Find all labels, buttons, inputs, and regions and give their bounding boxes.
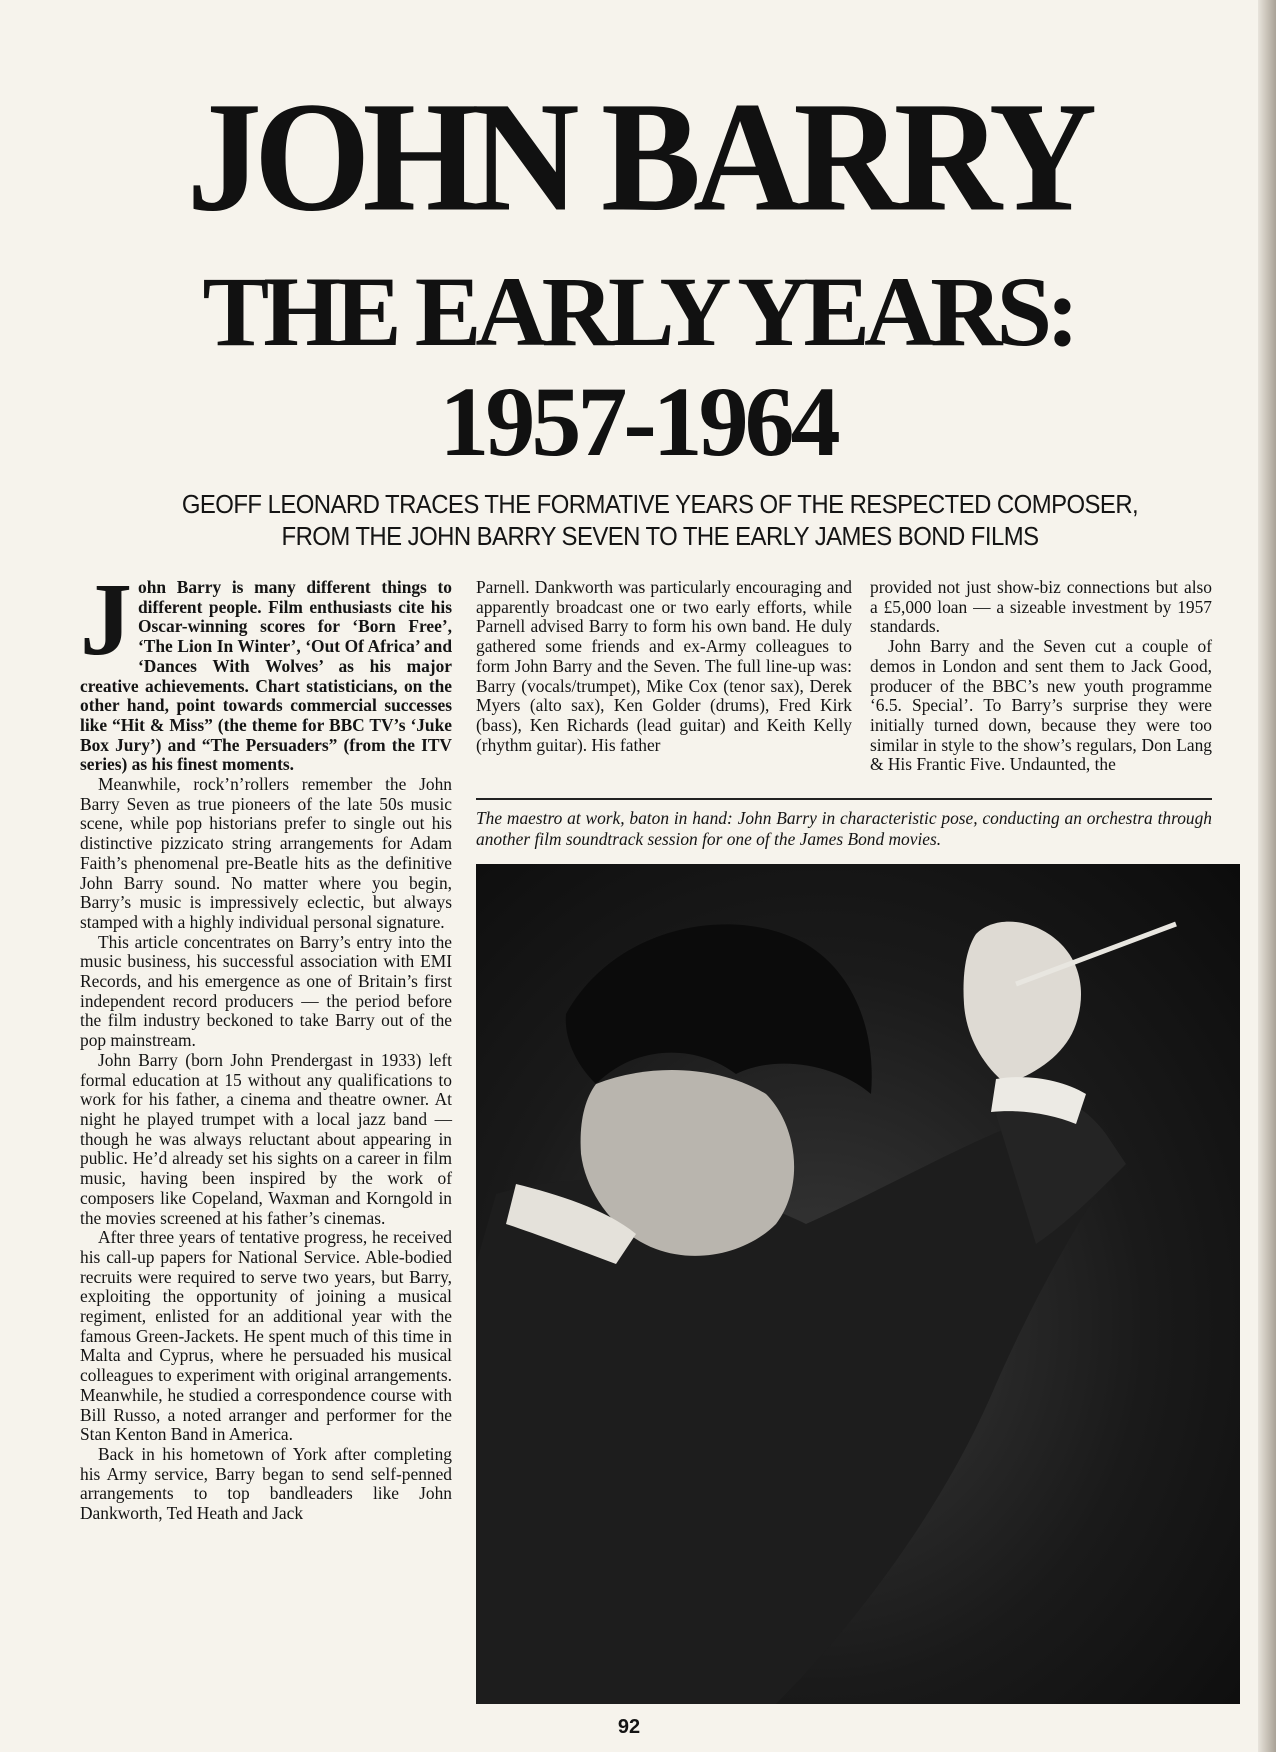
lead-text: ohn Barry is many different things to different people. Film enthusiasts cite his Oscar-winning scores for ‘Born Free’, ‘The Lion In Winter’, ‘Out Of Africa’ and ‘Dances With Wolves’ as his major creative achievements. Chart statisticians, on the other hand, point towards commercial successes like “Hit & Miss” (the theme for BBC TV’s ‘Juke Box Jury’) and “The Persuaders” (from the ITV series) as his finest moments. xyxy=(80,577,452,775)
page-number: 92 xyxy=(617,1716,641,1738)
article-column-2 xyxy=(476,578,852,755)
standfirst-line-1: GEOFF LEONARD TRACES THE FORMATIVE YEARS OF THE RESPECTED COMPOSER, xyxy=(181,489,1139,519)
conductor-silhouette xyxy=(476,864,1240,1704)
headline-years: 1957-1964 xyxy=(439,366,837,477)
conductor-photo xyxy=(476,864,1240,1704)
standfirst-line-2: FROM THE JOHN BARRY SEVEN TO THE EARLY JAMES BOND FILMS xyxy=(281,521,1039,551)
paragraph-4: After three years of tentative progress, he received his call-up papers for National Service. Able-bodied recruits were required to serve two years, but Barry, exploiting the opportunity of joining a musical regiment, enlisted for an additional year with the famous Green-Jackets. He spent much of this time in Malta and Cyprus, where he persuaded his musical colleagues to experiment with original arrangements. Meanwhile, he studied a correspondence course with Bill Russo, a noted arranger and performer for the Stan Kenton Band in America. xyxy=(80,1227,452,1445)
article-column-1 xyxy=(80,562,452,1524)
drop-cap: J xyxy=(80,562,132,677)
paragraph-col2: Parnell. Dankworth was particularly encouraging and apparently broadcast one or two early efforts, while Parnell advised Barry to form his own band. He duly gathered some friends and ex-Army colleagues to form John Barry and the Seven. The full line-up was: Barry (vocals/trumpet), Mike Cox (tenor sax), Derek Myers (alto sax), Ken Golder (drums), Fred Kirk (bass), Ken Richards (lead guitar) and Keith Kelly (rhythm guitar). His father xyxy=(476,577,852,755)
headline-subtitle: THE EARLY YEARS: xyxy=(202,256,1074,367)
paragraph-col3-a: provided not just show-biz connections but also a £5,000 loan — a sizeable investment by 1957 standards. xyxy=(870,577,1212,637)
paragraph-1: Meanwhile, rock’n’rollers remember the John Barry Seven as true pioneers of the late 50s music scene, while pop historians prefer to single out his distinctive pizzicato string arrangements for Adam Faith’s phenomenal pre-Beatle hits as the definitive John Barry sound. No matter where you begin, Barry’s music is impressively eclectic, but always stamped with a highly individual personal signature. xyxy=(80,774,452,932)
standfirst xyxy=(117,488,1203,552)
paragraph-col3-b: John Barry and the Seven cut a couple of demos in London and sent them to Jack Good, producer of the BBC’s new youth programme ‘6.5. Special’. To Barry’s surprise they were initially turned down, because they were too similar in style to the show’s regulars, Don Lang & His Frantic Five. Undaunted, the xyxy=(870,636,1212,775)
paragraph-3: John Barry (born John Prendergast in 1933) left formal education at 15 without any qualifications to work for his father, a cinema and theatre owner. At night he played trumpet with a local jazz band — though he was always reluctant about appearing in public. He’d already set his sights on a career in film music, having been inspired by the work of composers like Copeland, Waxman and Korngold in the movies screened at his father’s cinemas. xyxy=(80,1049,452,1228)
paragraph-2: This article concentrates on Barry’s entry into the music business, his successful association with EMI Records, and his emergence as one of Britain’s first independent record producers — the period before the film industry beckoned to take Barry out of the pop mainstream. xyxy=(80,931,452,1051)
paragraph-5: Back in his hometown of York after completing his Army service, Barry began to send self-penned arrangements to top bandleaders like John Dankworth, Ted Heath and Jack xyxy=(80,1443,452,1524)
lead-paragraph xyxy=(80,562,452,775)
photo-caption: The maestro at work, baton in hand: John Barry in characteristic pose, conducting an orchestra through another film soundtrack session for one of the James Bond movies. xyxy=(476,808,1212,849)
article-column-3 xyxy=(870,578,1212,775)
caption-rule xyxy=(476,798,1212,800)
headline-name: JOHN BARRY xyxy=(186,69,1090,245)
